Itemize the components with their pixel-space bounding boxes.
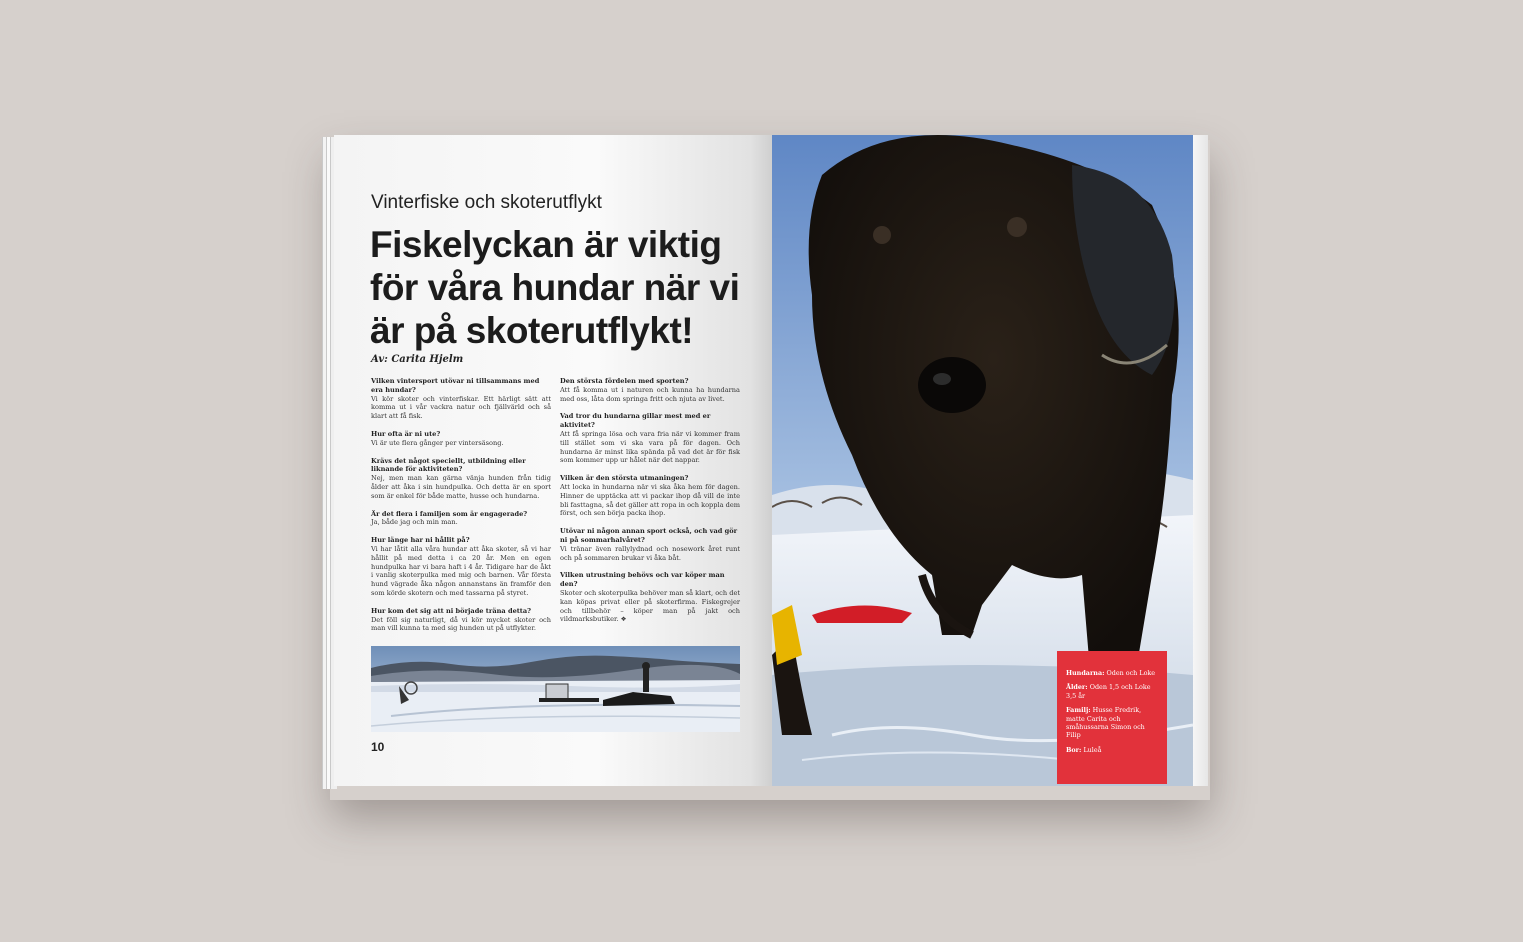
answer: Vi kör skoter och vinterfiskar. Ett härligt sätt att komma ut i vår vackra natur och fjällvärld och så klart att få fisk. — [371, 394, 551, 421]
question: Är det flera i familjen som är engagerade? — [371, 509, 528, 518]
fact-item — [1066, 746, 1159, 754]
answer: Att få komma ut i naturen och kunna ha hundarna med oss, låta dom springa fritt och njuta av livet. — [560, 385, 740, 403]
answer: Vi är ute flera gånger per vintersäsong. — [371, 438, 504, 447]
fact-value: Husse Fredrik, matte Carita och småhussarna Simon och Filip — [1066, 706, 1145, 740]
qa-item — [560, 571, 740, 624]
answer: Att få springa lösa och vara fria när vi kommer fram till stället som vi ska vara på för dagen. Och hundarna är minst lika spända på vad det är för fisk som kommer upp ur hålet när det nappar. — [560, 429, 740, 465]
question: Hur länge har ni hållit på? — [371, 536, 470, 545]
answer: Vi har låtit alla våra hundar att åka skoter, så vi har hållit på med detta i ca 20 år. Men en egen hundpulka har vi bara haft i 4 år. Tidigare har de åkt i vanlig skoterpulka med mig och barnen. Vår första hund vägrade åka någon annanstans än framför den som körde skotern och med tassarna på styret. — [371, 544, 551, 597]
answer: Vi tränar även rallylydnad och nosework året runt och på sommaren brukar vi åka båt. — [560, 544, 740, 562]
article-kicker: Vinterfiske och skoterutflykt — [371, 192, 602, 213]
qa-column-right — [560, 377, 740, 633]
right-page-edge — [1193, 135, 1208, 786]
question: Vilken vintersport utövar ni tillsammans med era hundar? — [371, 377, 540, 394]
question: Den största fördelen med sporten? — [560, 377, 689, 385]
page-number: 10 — [371, 740, 385, 754]
question: Vad tror du hundarna gillar mest med er aktivitet? — [560, 412, 711, 430]
answer: Nej, men man kan gärna vänja hunden från tidig ålder att åka i sin hundpulka. Och detta är en sport som är enkel för både matte, husse och hundarna. — [371, 474, 551, 500]
qa-item — [560, 474, 740, 518]
fact-label: Familj: — [1066, 706, 1091, 715]
question: Vilken är den största utmaningen? — [560, 474, 689, 483]
fact-item — [1066, 706, 1159, 740]
qa-item — [371, 377, 551, 421]
qa-item — [371, 607, 551, 633]
question: Hur kom det sig att ni började träna detta? — [371, 606, 531, 615]
article-headline: Fiskelyckan är viktig för våra hundar när vi är på skoterutflykt! — [370, 224, 740, 351]
fact-label: Ålder: — [1066, 683, 1088, 692]
answer: Att locka in hundarna när vi ska åka hem för dagen. Hinner de upptäcka att vi packar ihop då vill de inte bli fasttagna, så det gäller att ropa in och koppla dem först, och sen börja packa ihop. — [560, 482, 740, 518]
qa-item — [560, 377, 740, 403]
answer: Skoter och skoterpulka behöver man så klart, och det kan köpas privat eller på skoterfirma. Fiskegrejer och tillbehör – köper man på jakt och vildmarksbutiker. ❖ — [560, 588, 740, 624]
fact-value: Oden och Loke — [1106, 669, 1156, 677]
fact-item — [1066, 669, 1159, 677]
answer: Det föll sig naturligt, då vi kör mycket skoter och man vill kunna ta med sig hunden ut på utflykter. — [371, 615, 551, 633]
qa-item — [371, 536, 551, 598]
fact-item — [1066, 683, 1159, 700]
fact-box — [1057, 651, 1167, 784]
qa-item — [371, 510, 551, 528]
qa-item — [371, 430, 551, 448]
qa-column-left — [371, 377, 551, 642]
fact-value: Oden 1,5 och Loke 3,5 år — [1066, 683, 1151, 700]
answer: Ja, både jag och min man. — [371, 518, 458, 527]
qa-item — [371, 457, 551, 501]
snowmobile-panorama-photo — [371, 646, 740, 732]
question: Utövar ni någon annan sport också, och vad gör ni på sommarhalvåret? — [560, 527, 738, 544]
qa-item — [560, 412, 740, 465]
qa-item — [560, 527, 740, 562]
fact-label: Bor: — [1066, 745, 1082, 754]
fact-value: Luleå — [1083, 745, 1102, 754]
panorama-illustration — [371, 646, 740, 732]
question: Hur ofta är ni ute? — [371, 429, 441, 438]
question: Vilken utrustning behövs och var köper man den? — [560, 571, 725, 589]
fact-label: Hundarna: — [1066, 669, 1105, 677]
article-byline: Av: Carita Hjelm — [371, 354, 464, 365]
question: Krävs det något speciellt, utbildning eller liknande för aktiviteten? — [371, 456, 526, 474]
